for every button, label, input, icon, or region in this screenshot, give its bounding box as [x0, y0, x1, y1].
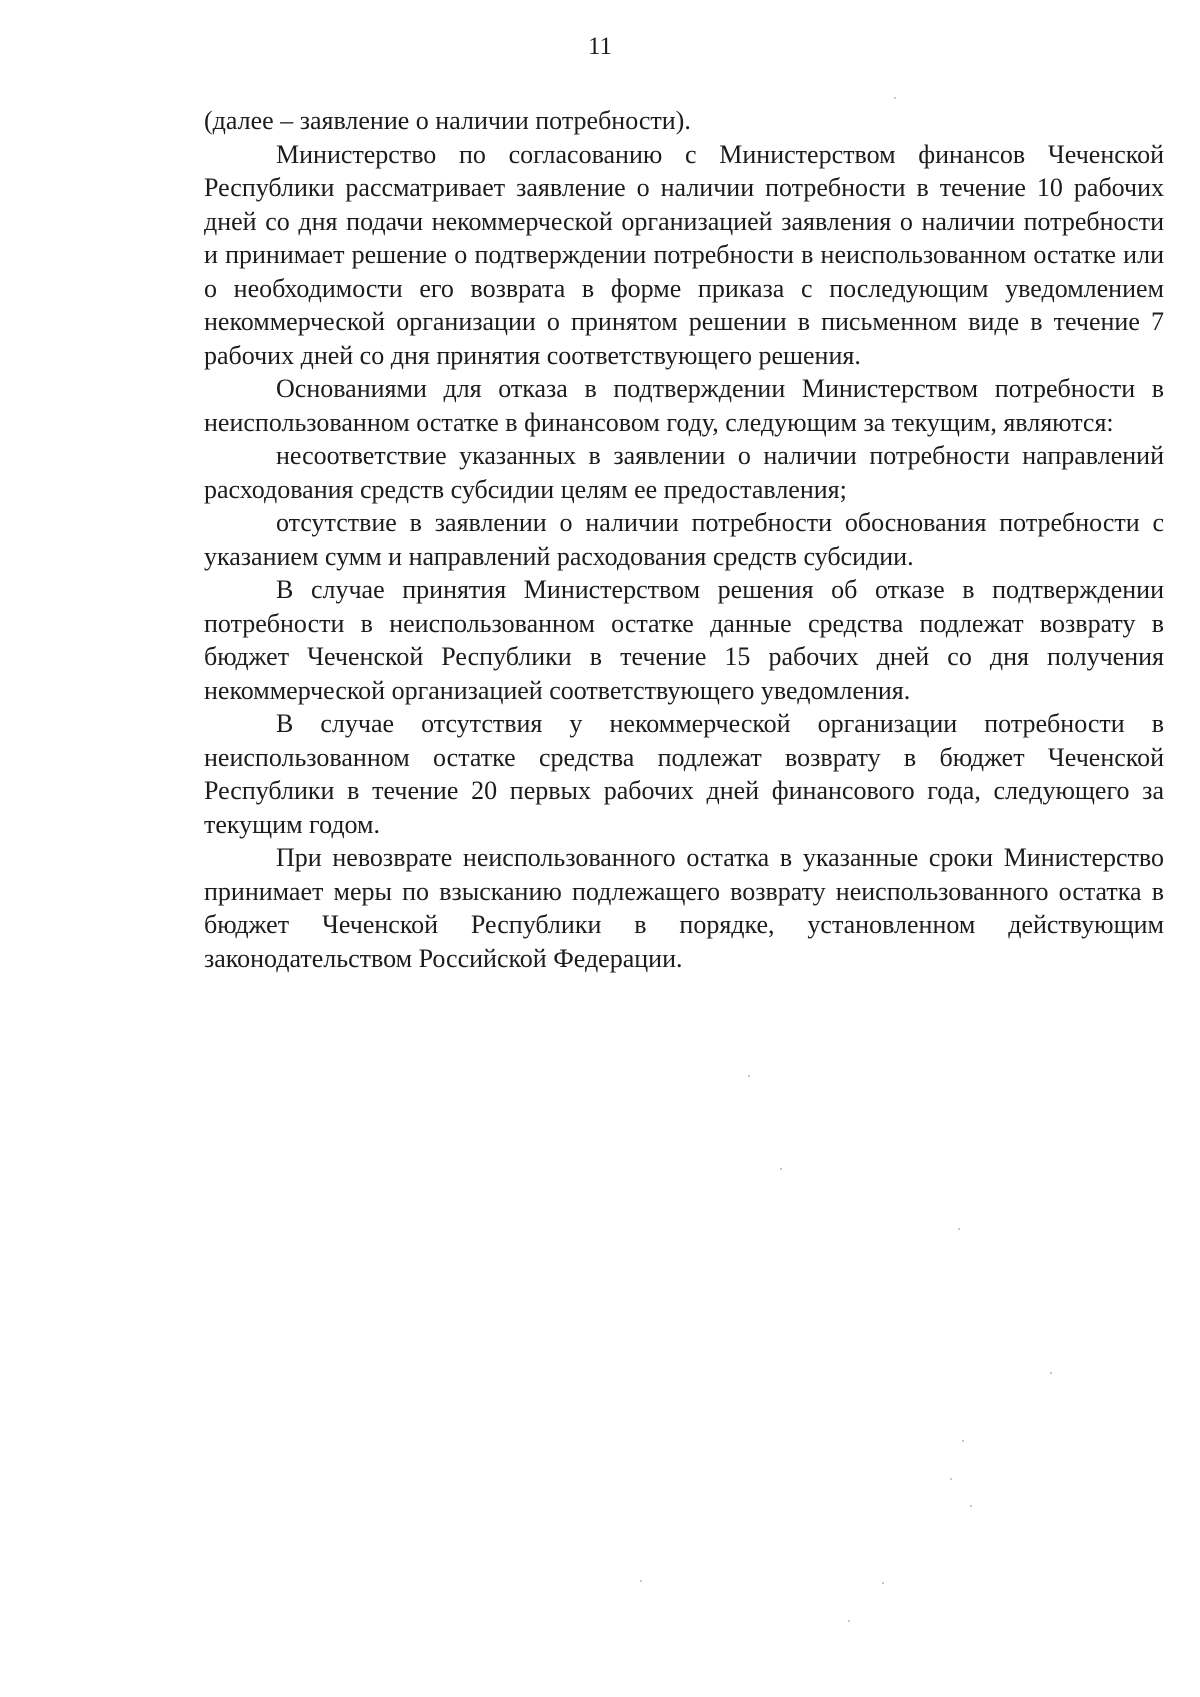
scan-speck	[640, 1580, 642, 1582]
scan-speck	[882, 1582, 884, 1584]
scan-speck	[958, 1228, 960, 1230]
paragraph-refusal-ground-no-justification: отсутствие в заявлении о наличии потребности обоснования потребности с указанием сумм и направлений расходования средств субсидии.	[204, 508, 1164, 571]
scan-speck	[894, 97, 896, 99]
paragraph-refusal-ground-mismatch: несоответствие указанных в заявлении о наличии потребности направлений расходования средств субсидии целям ее предоставления;	[204, 441, 1164, 504]
paragraph-review-procedure: Министерство по согласованию с Министерством финансов Чеченской Республики рассматривает заявление о наличии потребности в течение 10 рабочих дней со дня подачи некоммерческой организацией заявления о наличии потребности и принимает решение о подтверждении потребности в неиспользованном остатке или о необходимости его возврата в форме приказа с последующим уведомлением некоммерческой организации о принятом решении в письменном виде в течение 7 рабочих дней со дня принятия соответствующего решения.	[204, 139, 1164, 370]
scan-speck	[748, 1075, 750, 1077]
document-body	[204, 104, 1164, 975]
paragraph-continuation: (далее – заявление о наличии потребности).	[204, 106, 691, 135]
paragraph-refusal-grounds: Основаниями для отказа в подтверждении Министерством потребности в неиспользованном остатке в финансовом году, следующим за текущим, являются:	[204, 374, 1164, 437]
scan-speck	[962, 1440, 964, 1442]
scan-speck	[970, 1505, 972, 1507]
scan-speck	[950, 1478, 952, 1480]
paragraph-refusal-return: В случае принятия Министерством решения об отказе в подтверждении потребности в неиспользованном остатке данные средства подлежат возврату в бюджет Чеченской Республики в течение 15 рабочих дней со дня получения некоммерческой организацией соответствующего уведомления.	[204, 575, 1164, 705]
scan-speck	[1050, 1372, 1052, 1374]
scan-speck	[848, 1620, 850, 1622]
scan-speck	[780, 1168, 782, 1170]
page-number: 11	[587, 33, 613, 60]
paragraph-no-need-return: В случае отсутствия у некоммерческой организации потребности в неиспользованном остатке средства подлежат возврату в бюджет Чеченской Республики в течение 20 первых рабочих дней финансового года, следующего за текущим годом.	[204, 709, 1164, 839]
paragraph-recovery-measures: При невозврате неиспользованного остатка в указанные сроки Министерство принимает меры по взысканию подлежащего возврату неиспользованного остатка в бюджет Чеченской Республики в порядке, установленном действующим законодательством Российской Федерации.	[204, 843, 1164, 973]
